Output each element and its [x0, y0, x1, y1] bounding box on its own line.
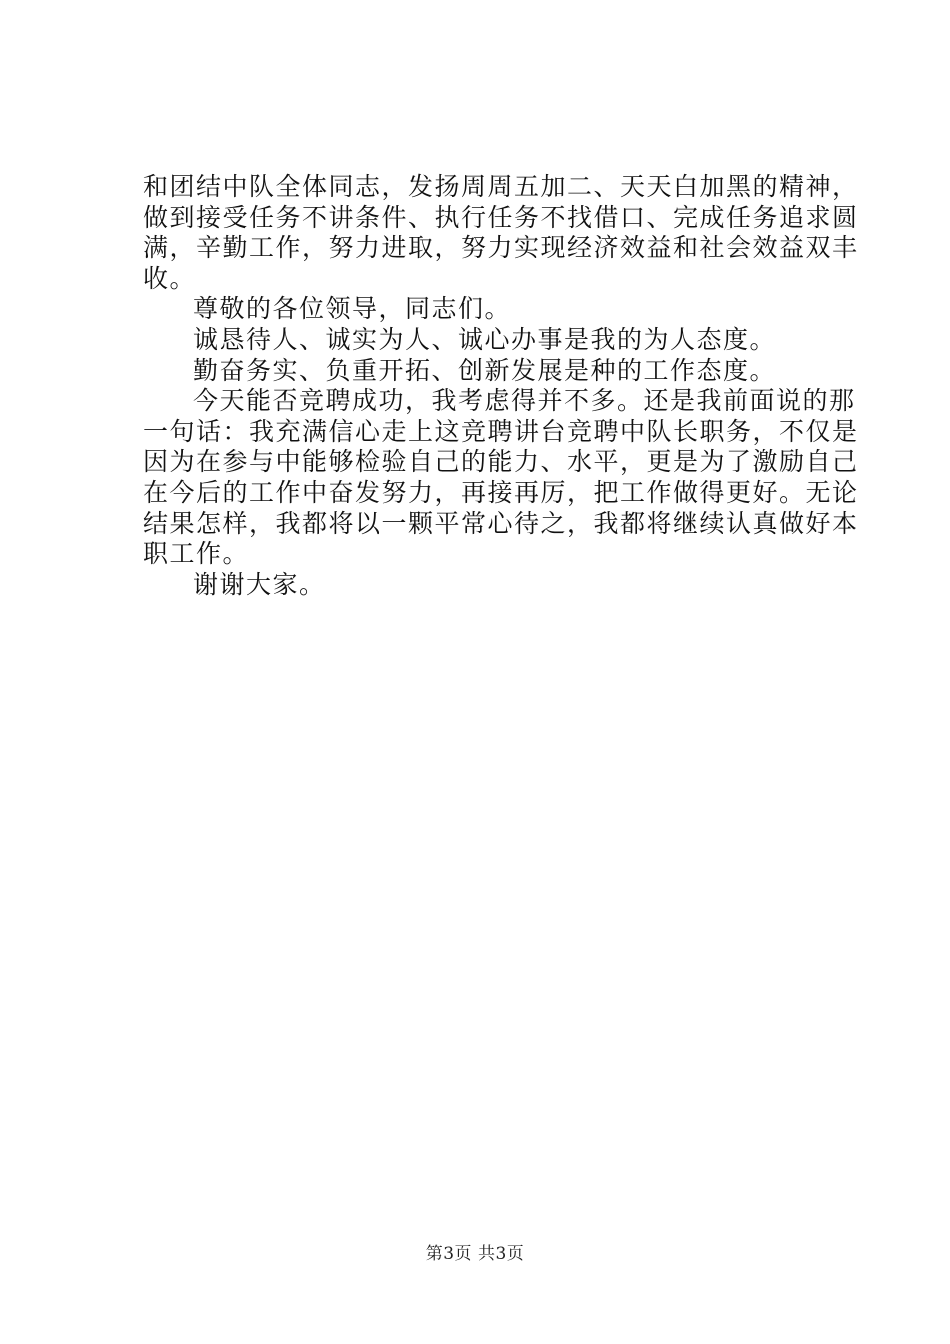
document-body [143, 172, 859, 600]
text-line: 在今后的工作中奋发努力，再接再厉，把工作做得更好。无论 [143, 477, 859, 507]
text-line: 谢谢大家。 [193, 569, 326, 599]
text-line: 满，辛勤工作，努力进取，努力实现经济效益和社会效益双丰 [143, 233, 859, 263]
text-line: 尊敬的各位领导，同志们。 [193, 294, 512, 324]
text-line: 收。 [143, 263, 197, 293]
text-line: 做到接受任务不讲条件、执行任务不找借口、完成任务追求圆 [143, 202, 859, 232]
text-line: 一句话：我充满信心走上这竞聘讲台竞聘中队长职务，不仅是 [143, 416, 859, 446]
text-line: 因为在参与中能够检验自己的能力、水平，更是为了激励自己 [143, 447, 859, 477]
text-line: 和团结中队全体同志，发扬周周五加二、天天白加黑的精神， [143, 172, 859, 201]
page-number-footer: 第3页 共3页 [425, 1244, 525, 1264]
text-line: 职工作。 [143, 539, 250, 569]
text-line: 结果怎样，我都将以一颗平常心待之，我都将继续认真做好本 [143, 508, 859, 538]
text-line: 诚恳待人、诚实为人、诚心办事是我的为人态度。 [193, 324, 777, 354]
text-line: 勤奋务实、负重开拓、创新发展是种的工作态度。 [193, 355, 777, 385]
text-line: 今天能否竞聘成功，我考虑得并不多。还是我前面说的那 [193, 386, 856, 416]
